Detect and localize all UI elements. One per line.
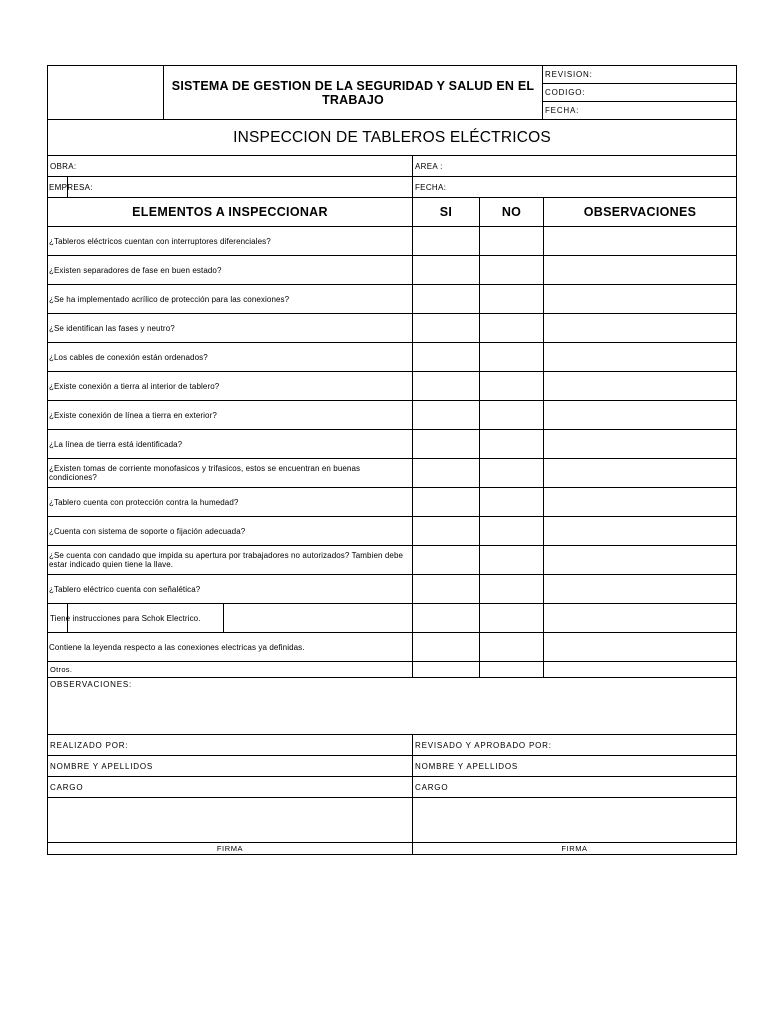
- system-title: SISTEMA DE GESTION DE LA SEGURIDAD Y SALUD EN EL TRABAJO: [164, 66, 543, 120]
- question-text: ¿La línea de tierra está identificada?: [48, 430, 413, 459]
- observation-cell[interactable]: [544, 662, 737, 678]
- question-text: Tiene instrucciones para Schok Electrico.: [50, 613, 201, 623]
- no-cell[interactable]: [480, 662, 544, 678]
- form-body: [47, 119, 737, 678]
- question-text: Contiene la leyenda respecto a las conexiones electricas ya definidas.: [48, 633, 413, 662]
- no-cell[interactable]: [480, 488, 544, 517]
- observation-cell[interactable]: [544, 372, 737, 401]
- question-row: [48, 343, 737, 372]
- question-cell: [48, 604, 413, 633]
- observation-cell[interactable]: [544, 285, 737, 314]
- question-row: [48, 285, 737, 314]
- si-cell[interactable]: [413, 459, 480, 488]
- question-text: ¿Existen separadores de fase en buen estado?: [48, 256, 413, 285]
- observation-cell[interactable]: [544, 517, 737, 546]
- observation-cell[interactable]: [544, 633, 737, 662]
- si-cell[interactable]: [413, 372, 480, 401]
- question-text: ¿Tableros eléctricos cuentan con interruptores diferenciales?: [48, 227, 413, 256]
- no-cell[interactable]: [480, 285, 544, 314]
- question-row: [48, 517, 737, 546]
- no-cell[interactable]: [480, 604, 544, 633]
- no-cell[interactable]: [480, 633, 544, 662]
- no-cell[interactable]: [480, 256, 544, 285]
- revisado-por-field[interactable]: REVISADO Y APROBADO POR:: [413, 735, 737, 756]
- otros-row: [48, 662, 737, 678]
- nombre-right-field[interactable]: NOMBRE Y APELLIDOS: [413, 756, 737, 777]
- column-header-elementos: ELEMENTOS A INSPECCIONAR: [48, 198, 413, 227]
- observation-cell[interactable]: [544, 488, 737, 517]
- signature-box-right[interactable]: [413, 798, 737, 843]
- si-cell[interactable]: [413, 430, 480, 459]
- empresa-label: EMPRESA:: [49, 182, 93, 192]
- codigo-field[interactable]: CODIGO:: [543, 84, 737, 102]
- column-header-observaciones: OBSERVACIONES: [544, 198, 737, 227]
- column-header-no: NO: [480, 198, 544, 227]
- si-cell[interactable]: [413, 343, 480, 372]
- obra-field[interactable]: OBRA:: [48, 156, 413, 177]
- question-text: ¿Existen tomas de corriente monofasicos y trifasicos, estos se encuentran en buenas condiciones?: [48, 459, 413, 488]
- no-cell[interactable]: [480, 430, 544, 459]
- si-cell[interactable]: [413, 285, 480, 314]
- inspection-form: [47, 65, 736, 855]
- column-header-si: SI: [413, 198, 480, 227]
- question-text: ¿Tablero eléctrico cuenta con señalética?: [48, 575, 413, 604]
- observations-block: [47, 677, 737, 855]
- observation-cell[interactable]: [544, 227, 737, 256]
- question-text: ¿Se ha implementado acrílico de protección para las conexiones?: [48, 285, 413, 314]
- si-cell[interactable]: [413, 575, 480, 604]
- question-row: [48, 633, 737, 662]
- fecha-field[interactable]: FECHA:: [413, 177, 737, 198]
- no-cell[interactable]: [480, 343, 544, 372]
- question-row: [48, 227, 737, 256]
- question-row: [48, 546, 737, 575]
- no-cell[interactable]: [480, 314, 544, 343]
- question-row: [48, 575, 737, 604]
- no-cell[interactable]: [480, 575, 544, 604]
- question-text: ¿Los cables de conexión están ordenados?: [48, 343, 413, 372]
- question-row: [48, 488, 737, 517]
- cargo-right-field[interactable]: CARGO: [413, 777, 737, 798]
- question-text: ¿Tablero cuenta con protección contra la humedad?: [48, 488, 413, 517]
- question-row: [48, 430, 737, 459]
- si-cell[interactable]: [413, 314, 480, 343]
- no-cell[interactable]: [480, 372, 544, 401]
- si-cell[interactable]: [413, 546, 480, 575]
- observaciones-field[interactable]: OBSERVACIONES:: [48, 678, 737, 735]
- question-text: ¿Se cuenta con candado que impida su apertura por trabajadores no autorizados? Tambien debe estar indicado quien tiene la llave.: [48, 546, 413, 575]
- question-row: [48, 401, 737, 430]
- si-cell[interactable]: [413, 401, 480, 430]
- question-row: [48, 604, 737, 633]
- observation-cell[interactable]: [544, 256, 737, 285]
- otros-label: Otros.: [48, 662, 413, 678]
- si-cell[interactable]: [413, 517, 480, 546]
- si-cell[interactable]: [413, 604, 480, 633]
- question-row: [48, 256, 737, 285]
- question-text: ¿Existe conexión de línea a tierra en exterior?: [48, 401, 413, 430]
- nombre-left-field[interactable]: NOMBRE Y APELLIDOS: [48, 756, 413, 777]
- si-cell[interactable]: [413, 633, 480, 662]
- no-cell[interactable]: [480, 546, 544, 575]
- question-text: ¿Se identifican las fases y neutro?: [48, 314, 413, 343]
- signature-box-left[interactable]: [48, 798, 413, 843]
- no-cell[interactable]: [480, 401, 544, 430]
- si-cell[interactable]: [413, 227, 480, 256]
- observation-cell[interactable]: [544, 430, 737, 459]
- question-text: ¿Cuenta con sistema de soporte o fijación adecuada?: [48, 517, 413, 546]
- question-row: [48, 372, 737, 401]
- observation-cell[interactable]: [544, 575, 737, 604]
- si-cell[interactable]: [413, 488, 480, 517]
- observation-cell[interactable]: [544, 401, 737, 430]
- firma-right-label: FIRMA: [413, 843, 737, 855]
- observation-cell[interactable]: [544, 314, 737, 343]
- revision-field[interactable]: REVISION:: [543, 66, 737, 84]
- question-row: [48, 314, 737, 343]
- observation-cell[interactable]: [544, 343, 737, 372]
- si-cell[interactable]: [413, 256, 480, 285]
- form-header: [47, 65, 737, 120]
- empresa-field[interactable]: [48, 177, 413, 198]
- observation-cell[interactable]: [544, 604, 737, 633]
- no-cell[interactable]: [480, 517, 544, 546]
- observation-cell[interactable]: [544, 459, 737, 488]
- cargo-left-field[interactable]: CARGO: [48, 777, 413, 798]
- area-field[interactable]: AREA :: [413, 156, 737, 177]
- form-title: INSPECCION DE TABLEROS ELÉCTRICOS: [48, 120, 737, 156]
- fecha-header-field[interactable]: FECHA:: [543, 102, 737, 120]
- firma-left-label: FIRMA: [48, 843, 413, 855]
- no-cell[interactable]: [480, 459, 544, 488]
- observation-cell[interactable]: [544, 546, 737, 575]
- question-text: ¿Existe conexión a tierra al interior de tablero?: [48, 372, 413, 401]
- no-cell[interactable]: [480, 227, 544, 256]
- question-row: [48, 459, 737, 488]
- realizado-por-field[interactable]: REALIZADO POR:: [48, 735, 413, 756]
- si-cell[interactable]: [413, 662, 480, 678]
- logo-area: [48, 66, 164, 120]
